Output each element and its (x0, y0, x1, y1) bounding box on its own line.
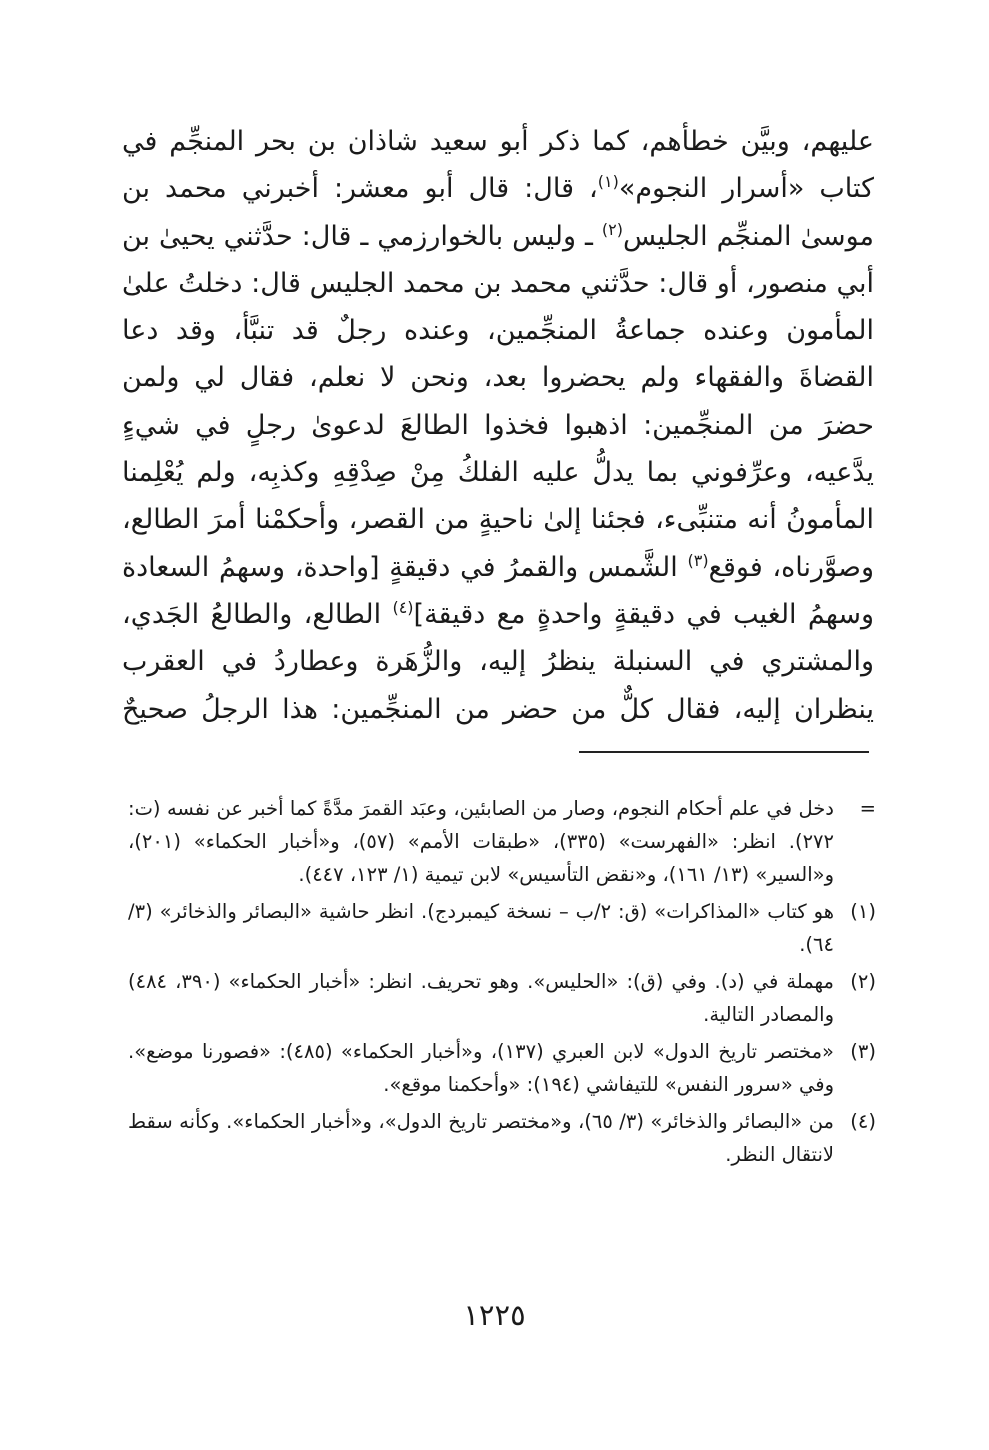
body-text-segment: ، قال: قال أبو معشر: أخبرني محمد بن موسىٰ المنجِّم الجليس (122, 173, 874, 252)
footnote-text: مهملة في (د). وفي (ق): «الحليس». وهو تحريف. انظر: «أخبار الحكماء» (٣٩٠، ٤٨٤) والمصادر التالية. (128, 970, 834, 1026)
footnote-marker: (٢) (850, 970, 876, 993)
footnote-item (128, 965, 876, 1031)
footnote-text: «مختصر تاريخ الدول» لابن العبري (١٣٧)، و«أخبار الحكماء» (٤٨٥): «فصورنا موضع». وفي «سرور النفس» للتيفاشي (١٩٤): «وأحكمنا موقع». (128, 1040, 834, 1096)
body-paragraph (122, 118, 874, 733)
footnote-reference-4[interactable]: (٤) (392, 597, 414, 617)
body-text-segment: الشَّمس والقمرُ في دقيقةٍ [واحدة، وسهمُ السعادة وسهمُ الغيب في دقيقةٍ واحدةٍ مع دقيقة] (122, 551, 875, 630)
footnotes-section (128, 792, 876, 1175)
footnote-item (128, 1035, 876, 1101)
footnote-text: هو كتاب «المذاكرات» (ق: ٢/ب – نسخة كيمبردج). انظر حاشية «البصائر والذخائر» (٣/ ٦٤). (128, 900, 834, 956)
footnote-item (128, 1105, 876, 1171)
page-number: ١٢٢٥ (463, 1298, 526, 1332)
body-text-segment: ـ وليس بالخوارزمي ـ قال: حدَّثني يحيىٰ بن أبي منصور، أو قال: حدَّثني محمد بن محمد الجليس قال: دخلتُ علىٰ المأمون وعنده جماعةُ المنجِّمين، وعنده رجلٌ قد تنبَّأ، وقد دعا القضاةَ والفقهاء ولم يحضروا بعد، ونحن لا نعلم، فقال لي ولمن حضرَ من المنجِّمين: اذهبوا فخذوا الطالعَ لدعوىٰ رجلٍ في شيءٍ يدَّعيه، وعرِّفوني بما يدلُّ عليه الفلكُ مِنْ صِدْقِهِ وكذبِه، ولم يُعْلِمنا المأمونُ أنه متنبِّىء، فجئنا إلىٰ ناحيةٍ من القصر، وأحكمْنا أمرَ الطالع، وصوَّرناه، فوقع (122, 220, 874, 583)
main-body-text (122, 118, 874, 733)
footnote-text: من «البصائر والذخائر» (٣/ ٦٥)، و«مختصر تاريخ الدول»، و«أخبار الحكماء». وكأنه سقط لانتقال النظر. (128, 1110, 834, 1166)
footnote-marker: (٣) (850, 1040, 876, 1063)
footnote-separator (579, 751, 869, 753)
footnote-text: دخل في علم أحكام النجوم، وصار من الصابئين، وعبَد القمرَ مدَّةً كما أخبر عن نفسه (ت: ٢٧٢). انظر: «الفهرست» (٣٣٥)، «طبقات الأمم» (٥٧)، و«أخبار الحكماء» (٢٠١)، و«السير» (١٣/ ١٦١)، و«نقض التأسيس» لابن تيمية (١/ ١٢٣، ٤٤٧). (128, 797, 834, 886)
footnote-marker: (٤) (850, 1110, 876, 1133)
footnote-item (128, 895, 876, 961)
footnote-reference-3[interactable]: (٣) (687, 550, 709, 570)
footnote-reference-2[interactable]: (٢) (601, 219, 623, 239)
footnote-marker: (١) (850, 900, 876, 923)
footnote-marker: = (859, 797, 876, 820)
body-text-segment: عليهم، وبيَّن خطأهم، كما ذكر أبو سعيد شاذان بن بحر المنجِّم في كتاب «أسرار النجوم» (122, 126, 874, 205)
footnote-item (128, 792, 876, 891)
body-text-segment: الطالع، والطالعُ الجَدي، والمشتري في السنبلة ينظرُ إليه، والزُّهَرة وعطاردُ في العقرب ينظران إليه، فقال كلٌّ من حضر من المنجِّمين: هذا الرجلُ صحيحٌ (122, 598, 874, 725)
footnote-reference-1[interactable]: (١) (597, 172, 619, 192)
